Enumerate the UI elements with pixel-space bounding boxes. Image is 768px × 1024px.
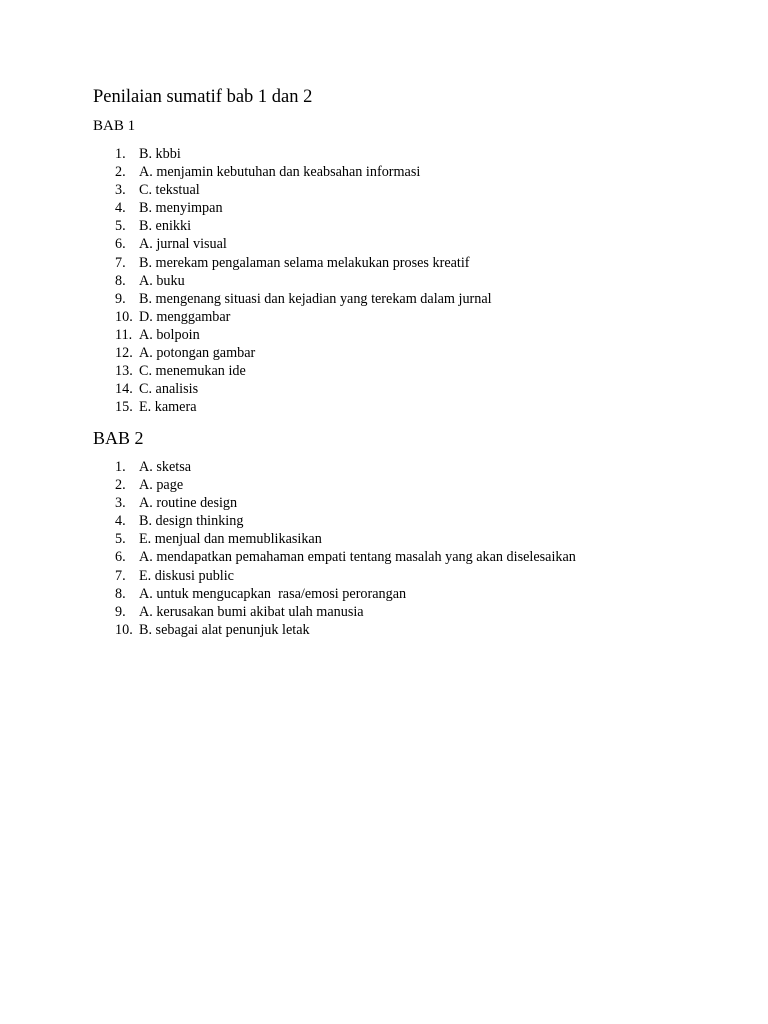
list-item-answer: E. diskusi public <box>139 567 234 584</box>
list-item-number: 14. <box>115 381 133 398</box>
list-item-number: 3. <box>115 495 126 512</box>
list-item-number: 7. <box>115 254 126 271</box>
list-item-answer: A. page <box>139 477 184 494</box>
list-item-answer: B. merekam pengalaman selama melakukan proses kreatif <box>139 254 470 271</box>
list-item-number: 11. <box>115 326 133 343</box>
list-item-number: 3. <box>115 182 126 199</box>
section-heading-bab-2: BAB 2 <box>93 428 144 448</box>
list-item-number: 10. <box>115 308 133 325</box>
list-item-number: 8. <box>115 272 126 289</box>
list-item-answer: C. analisis <box>139 381 199 398</box>
list-item-number: 1. <box>115 459 126 475</box>
list-item-answer: C. menemukan ide <box>139 363 246 380</box>
list-item-answer: C. tekstual <box>139 182 200 199</box>
list-item-answer: A. untuk mengucapkan rasa/emosi perorangan <box>139 585 407 602</box>
list-item-number: 4. <box>115 200 126 217</box>
list-item-answer: B. mengenang situasi dan kejadian yang terekam dalam jurnal <box>139 290 492 307</box>
list-item-answer: A. buku <box>139 272 185 289</box>
section-heading-bab-1: BAB 1 <box>93 118 136 134</box>
list-item-answer: A. jurnal visual <box>139 236 227 253</box>
list-item-answer: B. design thinking <box>139 513 244 530</box>
list-item-number: 13. <box>115 363 133 380</box>
list-item-answer: B. menyimpan <box>139 200 223 217</box>
list-item-number: 2. <box>115 164 126 181</box>
list-item-number: 2. <box>115 477 126 494</box>
list-item-number: 6. <box>115 236 126 253</box>
list-item-number: 9. <box>115 290 126 307</box>
list-item-answer: A. sketsa <box>139 459 192 475</box>
list-item-answer: A. menjamin kebutuhan dan keabsahan informasi <box>139 164 421 181</box>
list-item-number: 1. <box>115 146 126 162</box>
list-item-number: 10. <box>115 621 133 638</box>
list-item-answer: A. routine design <box>139 495 238 512</box>
list-item-answer: B. enikki <box>139 218 192 235</box>
list-item-number: 9. <box>115 603 126 620</box>
list-item-answer: B. kbbi <box>139 146 181 162</box>
list-item-number: 8. <box>115 585 126 602</box>
list-item-number: 15. <box>115 399 133 416</box>
list-item-answer: A. potongan gambar <box>139 345 256 362</box>
list-item-number: 7. <box>115 567 126 584</box>
list-item-answer: A. kerusakan bumi akibat ulah manusia <box>139 603 364 620</box>
list-item-answer: B. sebagai alat penunjuk letak <box>139 621 310 638</box>
document-title: Penilaian sumatif bab 1 dan 2 <box>93 87 313 107</box>
list-item-answer: E. menjual dan memublikasikan <box>139 531 322 548</box>
list-item-number: 5. <box>115 531 126 548</box>
list-item-answer: D. menggambar <box>139 308 231 325</box>
list-item-number: 12. <box>115 345 133 362</box>
list-item-answer: A. bolpoin <box>139 326 200 343</box>
list-item-answer: E. kamera <box>139 399 197 416</box>
list-item-number: 5. <box>115 218 126 235</box>
list-item-number: 6. <box>115 549 126 566</box>
list-item-number: 4. <box>115 513 126 530</box>
list-item-answer: A. mendapatkan pemahaman empati tentang masalah yang akan diselesaikan <box>139 549 576 566</box>
